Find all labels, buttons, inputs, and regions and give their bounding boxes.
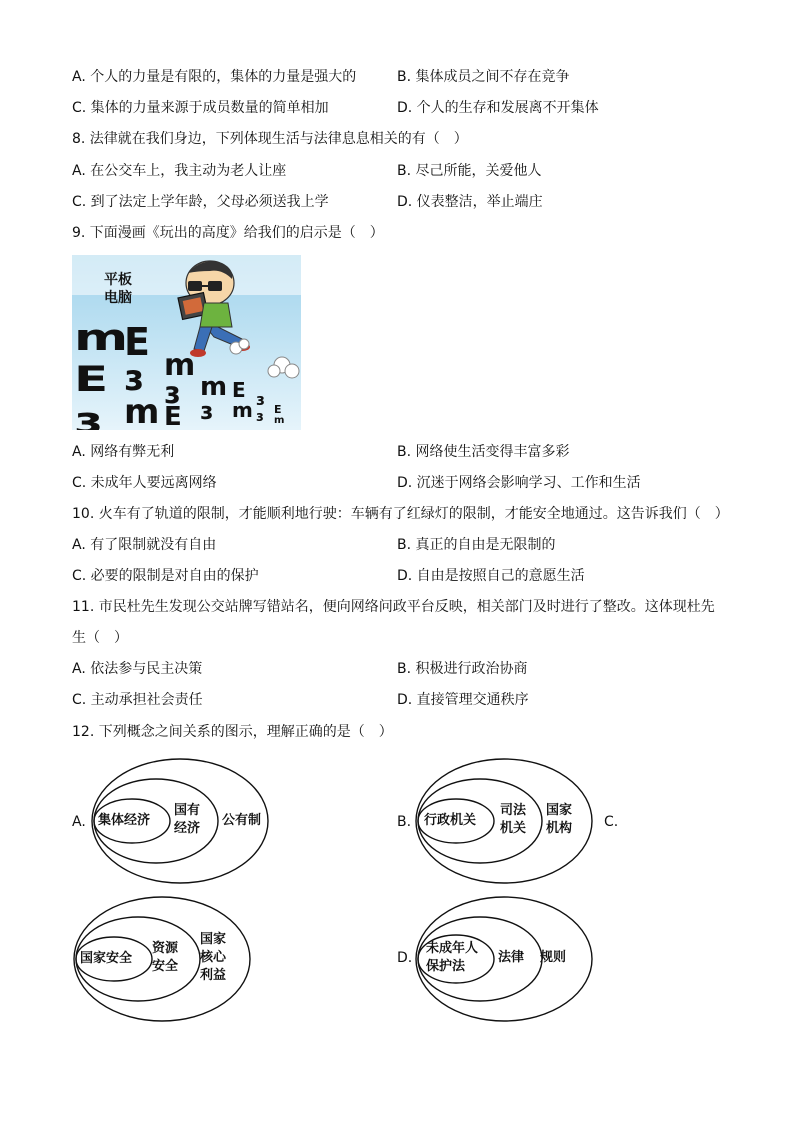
diagram-b-outer-label-1: 国家 [546,803,573,818]
q8-option-d: D. 仪表整洁，举止端庄 [397,194,543,210]
q7-option-b: B. 集体成员之间不存在竞争 [397,69,570,85]
q8-stem: 8. 法律就在我们身边，下列体现生活与法律息息相关的有（ ） [72,131,468,147]
q10-option-b: B. 真正的自由是无限制的 [397,537,556,553]
svg-text:m: m [200,372,228,402]
svg-text:ɜ: ɜ [164,376,181,411]
q9-option-c: C. 未成年人要远离网络 [72,475,217,491]
q11-option-c: C. 主动承担社会责任 [72,692,203,708]
svg-text:E: E [74,359,109,400]
cartoon-label-line1: 平板 [104,272,132,288]
diagram-d-inner-label-2: 保护法 [426,959,466,974]
svg-text:ɜ: ɜ [256,409,264,425]
q10-option-a: A. 有了限制就没有自由 [72,537,217,553]
svg-text:m: m [164,348,196,383]
diagram-a-middle-label-1: 国有 [174,803,201,818]
q7-option-a: A. 个人的力量是有限的，集体的力量是强大的 [72,69,357,85]
svg-text:ɜ: ɜ [124,358,144,399]
svg-text:m: m [232,398,253,422]
q11-stem-line2: 生（ ） [72,630,128,646]
q7-option-c: C. 集体的力量来源于成员数量的简单相加 [72,100,329,116]
svg-text:m: m [274,415,285,426]
svg-text:m: m [124,392,160,430]
svg-text:E: E [124,320,150,364]
diagram-a-middle-label-2: 经济 [174,821,201,836]
diagram-c-middle-label-1: 资源 [152,941,179,956]
cartoon-image [72,255,301,430]
svg-text:ɜ: ɜ [200,397,214,425]
q8-option-c: C. 到了法定上学年龄，父母必须送我上学 [72,194,329,210]
q11-option-a: A. 依法参与民主决策 [72,661,203,677]
q10-stem: 10. 火车有了轨道的限制，才能顺利地行驶：车辆有了红绿灯的限制，才能安全地通过。这告诉我们（ ） [72,506,729,522]
diagram-d-letter: D. [397,950,413,966]
diagram-c-outer-label-2: 核心 [200,950,227,965]
diagram-c-inner-label: 国家安全 [80,951,133,966]
diagram-c-outer-label-3: 利益 [200,968,227,983]
q10-option-c: C. 必要的限制是对自由的保护 [72,568,259,584]
svg-text:E: E [164,402,182,430]
cartoon-label-line2: 电脑 [104,290,132,306]
diagram-b-outer-label-2: 机构 [546,821,573,836]
q9-option-d: D. 沉迷于网络会影响学习、工作和生活 [397,475,641,491]
q9-stem: 9. 下面漫画《玩出的高度》给我们的启示是（ ） [72,225,384,241]
svg-text:ɜ: ɜ [74,398,103,430]
diagram-d-inner-label-1: 未成年人 [426,941,479,956]
q11-option-d: D. 直接管理交通秩序 [397,692,529,708]
q8-option-a: A. 在公交车上，我主动为老人让座 [72,163,287,179]
svg-text:m: m [74,316,129,360]
q9-option-b: B. 网络使生活变得丰富多彩 [397,444,570,460]
svg-text:ɜ: ɜ [256,390,265,409]
q11-option-b: B. 积极进行政治协商 [397,661,528,677]
diagram-a-inner-label: 集体经济 [98,813,151,828]
svg-text:E: E [232,378,246,402]
q8-option-b: B. 尽己所能，关爱他人 [397,163,542,179]
diagram-a-outer-label: 公有制 [222,813,262,828]
diagram-c-letter: C. [604,814,619,830]
diagram-d-outer-label: 规则 [540,950,567,965]
diagram-b-middle-label-2: 机关 [500,821,527,836]
diagram-c-middle-label-2: 安全 [152,959,179,974]
q12-stem: 12. 下列概念之间关系的图示，理解正确的是（ ） [72,724,393,740]
q7-option-d: D. 个人的生存和发展离不开集体 [397,100,599,116]
diagram-b-letter: B. [397,814,412,830]
q9-option-a: A. 网络有弊无利 [72,444,175,460]
diagram-b-middle-label-1: 司法 [500,803,527,818]
q10-option-d: D. 自由是按照自己的意愿生活 [397,568,585,584]
diagram-d-middle-label: 法律 [498,950,525,965]
q11-stem-line1: 11. 市民杜先生发现公交站牌写错站名，便向网络问政平台反映，相关部门及时进行了整改。这体现杜先 [72,599,715,615]
diagram-c-outer-label-1: 国家 [200,932,227,947]
diagram-a-letter: A. [72,814,86,830]
svg-text:E: E [274,403,282,416]
diagram-b-inner-label: 行政机关 [424,813,477,828]
